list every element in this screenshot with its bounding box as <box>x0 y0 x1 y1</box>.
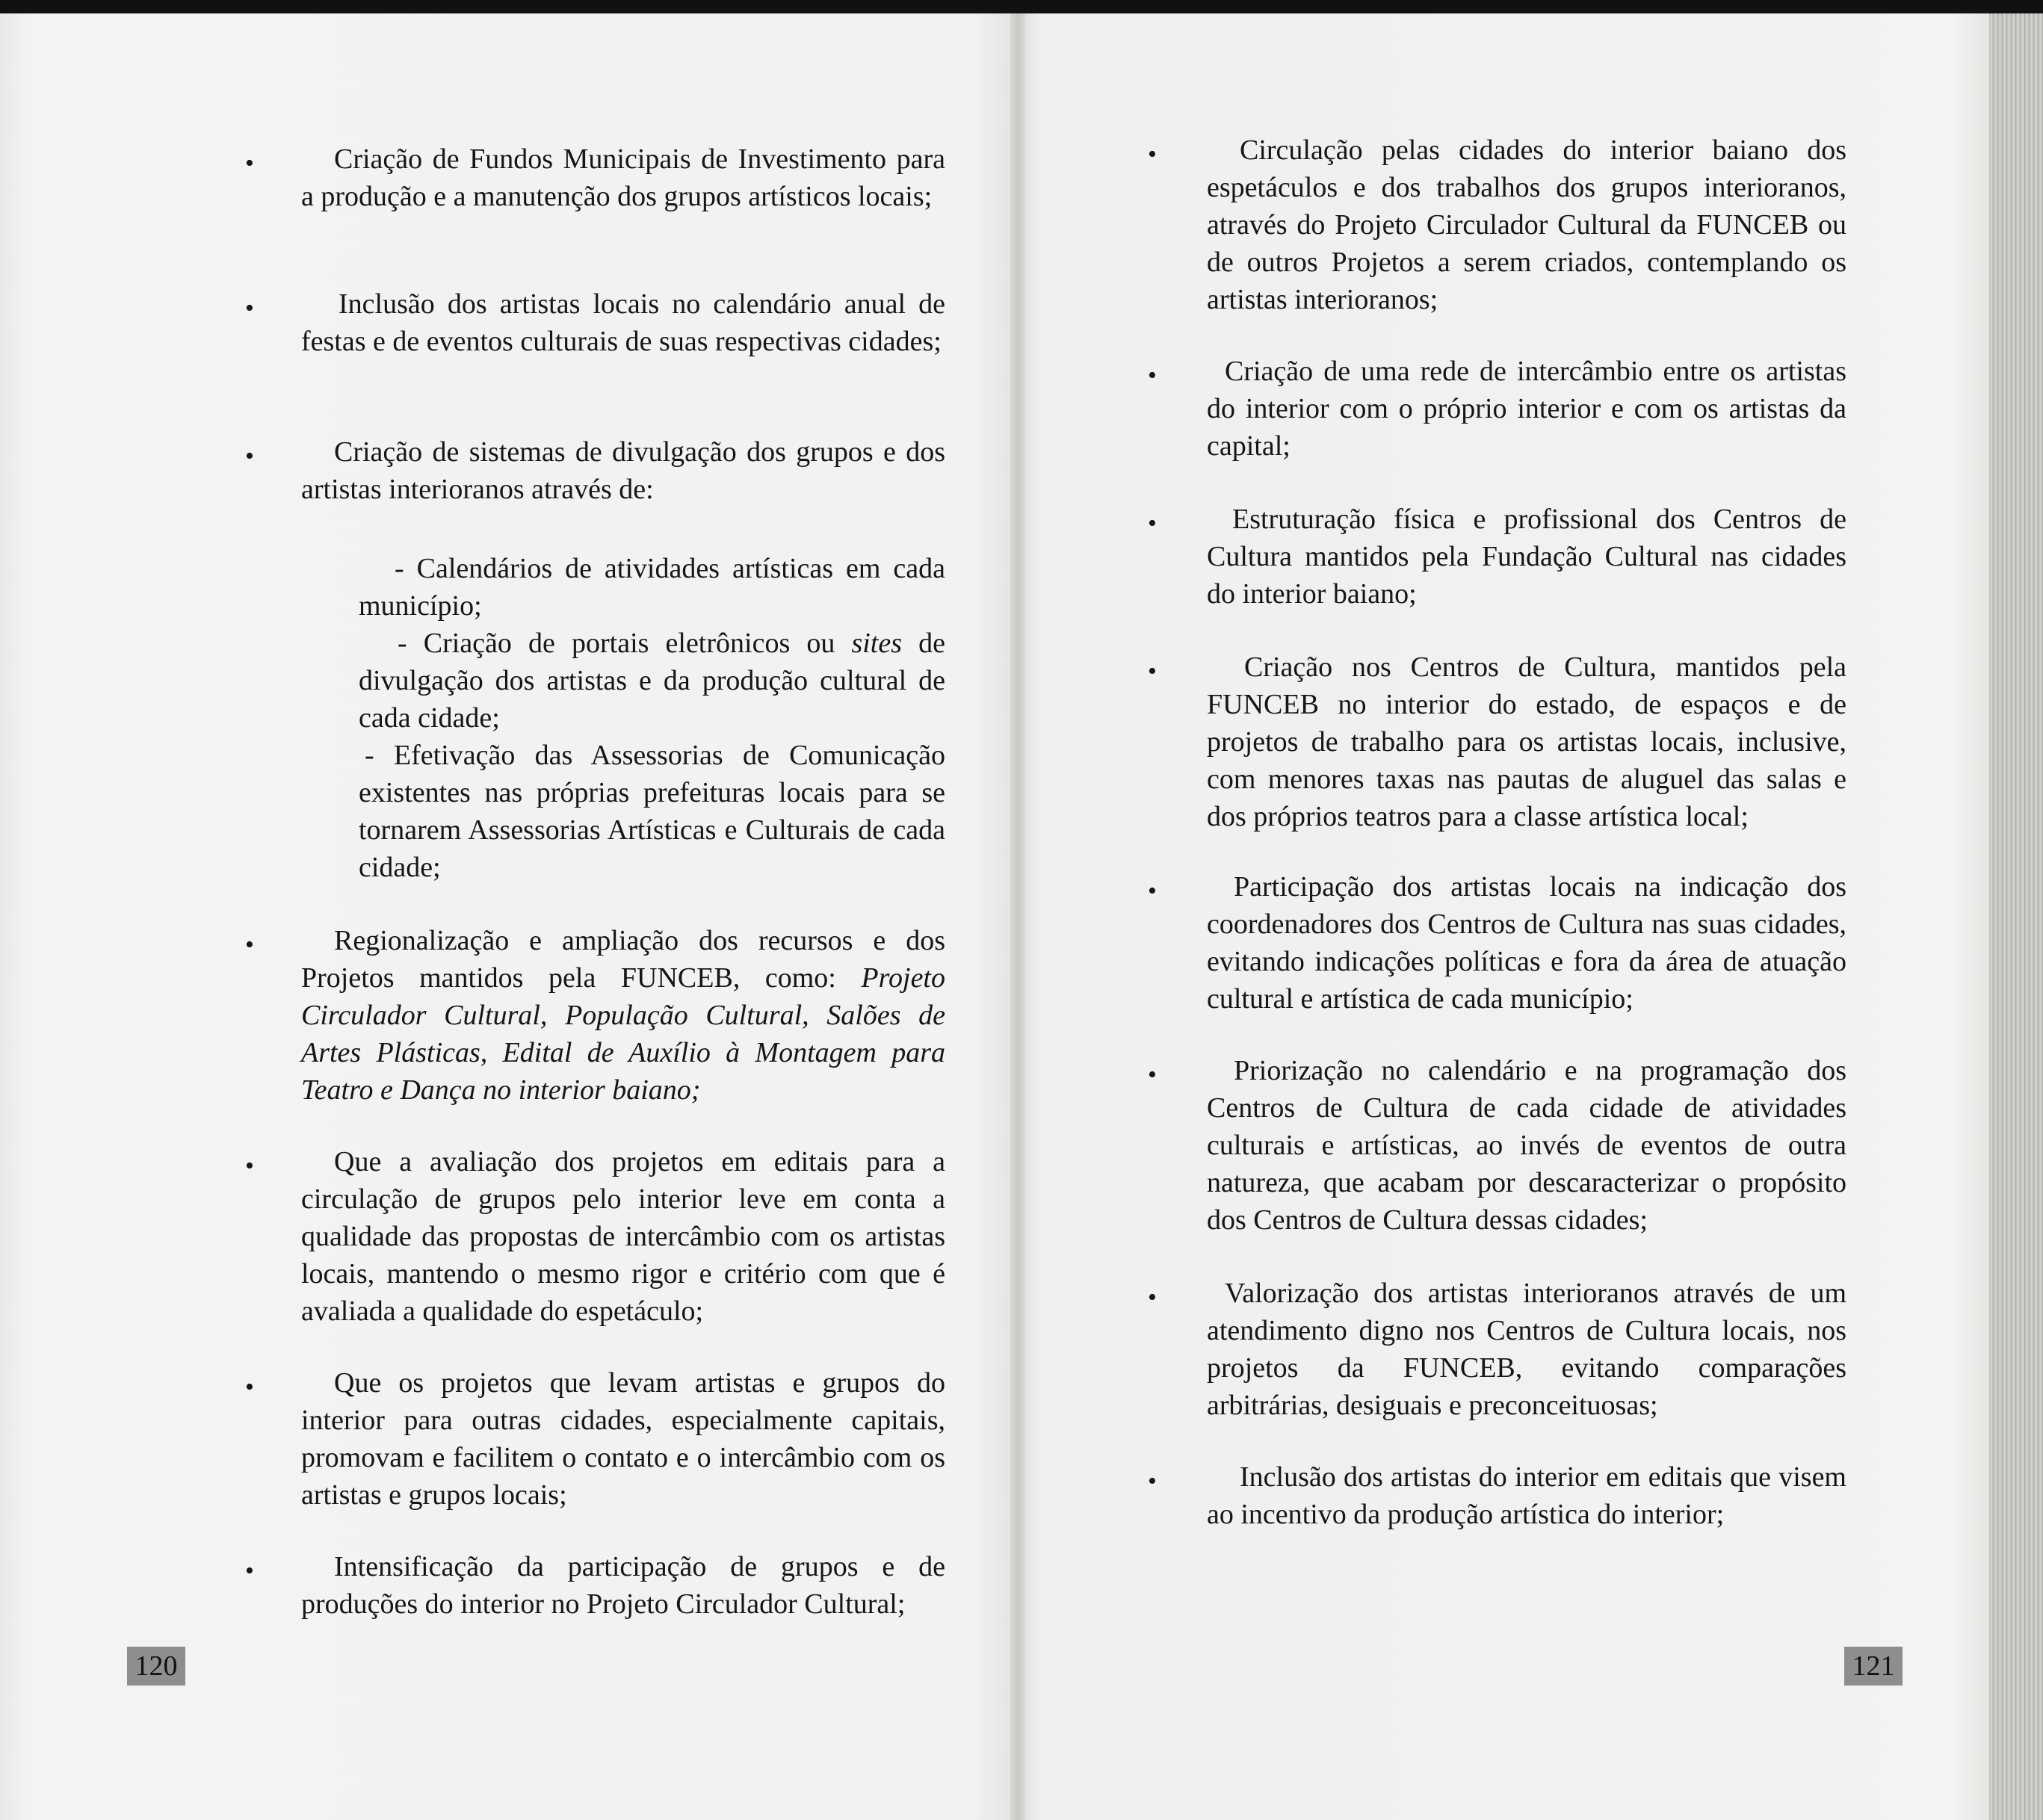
list-item <box>301 1143 945 1330</box>
sub-list-item-text <box>359 625 945 737</box>
list-item-text: Inclusão dos artistas do interior em editais que visem ao incentivo da produção artística do interior; <box>1207 1461 1846 1530</box>
page-number: 120 <box>127 1647 185 1686</box>
bullet: • <box>1148 1284 1157 1311</box>
page-number: 121 <box>1844 1647 1903 1686</box>
sub-list-item <box>359 737 945 886</box>
list-item <box>301 285 945 360</box>
list-item-text: Criação de Fundos Municipais de Investimento para a produção e a manutenção dos grupos artísticos locais; <box>301 143 945 212</box>
list-item-text: Criação de sistemas de divulgação dos grupos e dos artistas interioranos através de: <box>301 436 945 505</box>
sub-list-item-text: - Calendários de atividades artísticas em cada município; <box>359 553 945 622</box>
bullet: • <box>1148 877 1157 905</box>
bullet: • <box>245 1152 254 1180</box>
bullet: • <box>245 294 254 322</box>
bullet: • <box>1148 657 1157 685</box>
list-item-text: Valorização dos artistas interioranos através de um atendimento digno nos Centros de Cultura locais, nos projetos da FUNCEB, evitando comparações arbitrárias, desiguais e preconceituosas; <box>1207 1278 1846 1421</box>
scan-top-edge <box>0 0 2043 13</box>
bullet: • <box>1148 510 1157 537</box>
list-item <box>1207 1052 1846 1239</box>
list-item <box>1207 501 1846 613</box>
left-page <box>0 13 1018 1820</box>
sub-list-item <box>359 625 945 737</box>
list-item-text: Estruturação física e profissional dos Centros de Cultura mantidos pela Fundação Cultural nas cidades do interior baiano; <box>1207 504 1846 610</box>
list-item-text: Inclusão dos artistas locais no calendário anual de festas e de eventos culturais de suas respectivas cidades; <box>301 288 945 357</box>
sub-list-item-text-part: - Criação de portais eletrônicos ou <box>398 628 852 659</box>
list-item-text: Priorização no calendário e na programação dos Centros de Cultura de cada cidade de atividades culturais e artísticas, ao invés de eventos de outra natureza, que acabam por descaracterizar o propósito dos Centros de Cultura dessas cidades; <box>1207 1055 1846 1236</box>
list-item <box>1207 868 1846 1018</box>
sub-list-item <box>359 550 945 625</box>
sub-list-item-emphasis: sites <box>851 628 903 659</box>
list-item-text: Circulação pelas cidades do interior baiano dos espetáculos e dos trabalhos dos grupos interioranos, através do Projeto Circulador Cultural da FUNCEB ou de outros Projetos a serem criados, contemplando os artistas interioranos; <box>1207 134 1846 315</box>
list-item-text: Que os projetos que levam artistas e grupos do interior para outras cidades, especialmente capitais, promovam e facilitem o contato e o intercâmbio com os artistas e grupos locais; <box>301 1367 945 1511</box>
right-page <box>1018 13 1989 1820</box>
list-item-text: Criação de uma rede de intercâmbio entre os artistas do interior com o próprio interior e com os artistas da capital; <box>1207 356 1846 462</box>
bullet: • <box>245 931 254 959</box>
list-item-emphasis: Projeto Circulador Cultural, População Cultural, Salões de Artes Plásticas, Edital de Auxílio à Montagem para Teatro e Dança no interior baiano; <box>301 962 945 1106</box>
bullet: • <box>245 149 254 177</box>
list-item-text <box>301 922 945 1109</box>
list-item <box>301 140 945 215</box>
bullet: • <box>245 442 254 470</box>
list-item <box>301 433 945 508</box>
list-item-text-part: Regionalização e ampliação dos recursos e dos Projetos mantidos pela FUNCEB, como: <box>301 925 945 994</box>
bullet: • <box>1148 362 1157 389</box>
list-item <box>301 922 945 1109</box>
list-item <box>301 1548 945 1623</box>
list-item <box>1207 1458 1846 1533</box>
list-item <box>301 1364 945 1514</box>
bullet: • <box>1148 1467 1157 1495</box>
book-spine <box>1010 13 1025 1820</box>
bullet: • <box>245 1557 254 1585</box>
sub-list-item-text: - Efetivação das Assessorias de Comunicação existentes nas próprias prefeituras locais para se tornarem Assessorias Artísticas e Culturais de cada cidade; <box>359 740 945 883</box>
list-item-text: Que a avaliação dos projetos em editais para a circulação de grupos pelo interior leve em conta a qualidade das propostas de intercâmbio com os artistas locais, mantendo o mesmo rigor e critério com que é avaliada a qualidade do espetáculo; <box>301 1146 945 1327</box>
list-item-text: Intensificação da participação de grupos e de produções do interior no Projeto Circulador Cultural; <box>301 1551 945 1620</box>
sub-list-item-text-tail: de divulgação dos artistas e da produção cultural de cada cidade; <box>359 628 945 734</box>
page-edges <box>1989 13 2043 1820</box>
list-item <box>1207 649 1846 835</box>
bullet: • <box>1148 140 1157 168</box>
list-item <box>1207 1275 1846 1424</box>
list-item <box>1207 353 1846 465</box>
list-item-text: Criação nos Centros de Cultura, mantidos pela FUNCEB no interior do estado, de espaços e de projetos de trabalho para os artistas locais, inclusive, com menores taxas nas pautas de aluguel das salas e dos próprios teatros para a classe artística local; <box>1207 651 1846 832</box>
list-item <box>1207 131 1846 318</box>
bullet: • <box>245 1373 254 1401</box>
list-item-text: Participação dos artistas locais na indicação dos coordenadores dos Centros de Cultura nas suas cidades, evitando indicações políticas e fora da área de atuação cultural e artística de cada município; <box>1207 871 1846 1015</box>
bullet: • <box>1148 1061 1157 1089</box>
